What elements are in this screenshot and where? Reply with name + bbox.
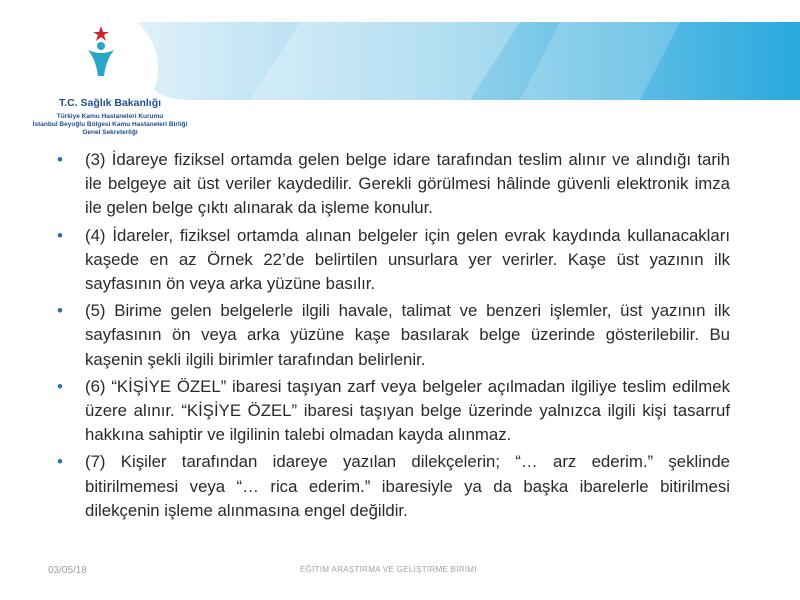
- footer-unit-name: EĞİTİM ARAŞTIRMA VE GELİŞTİRME BİRİMİ: [300, 565, 477, 574]
- bullet-item: • (7) Kişiler tarafından idareye yazılan dilekçelerin; “… arz ederim.” şeklinde bitirilmemesi veya “… rica ederim.” ibaresiyle ya da başka ibarelerle bitirilmesi dilekçenin işleme alınmasına engel değildir.: [57, 450, 730, 523]
- slide-content: [57, 148, 730, 526]
- header-band: [0, 0, 800, 136]
- org-line-3: Genel Sekreterliği: [82, 129, 138, 136]
- bullet-item: • (4) İdareler, fiziksel ortamda alınan belgeler için gelen evrak kaydında kullanacakları kaşede en az Örnek 22’de belirtilen unsurlara yer verirler. Kaşe üst yazının ilk sayfasının ön veya arka yüzüne basılır.: [57, 224, 730, 297]
- footer-date: 03/05/18: [48, 565, 87, 576]
- ministry-emblem-icon: [50, 20, 150, 95]
- org-line-1: Türkiye Kamu Hastaneleri Kurumu: [56, 113, 164, 120]
- ministry-name: T.C. Sağlık Bakanlığı: [58, 97, 162, 109]
- bullet-item: • (5) Birime gelen belgelerle ilgili havale, talimat ve benzeri işlemler, üst yazının ilk sayfasının ön veya arka yüzüne kaşe basılarak belge üzerinde gösterilebilir. Bu kaşenin şekli ilgili birimler tarafından belirlenir.: [57, 299, 730, 372]
- bullet-item: • (3) İdareye fiziksel ortamda gelen belge idare tarafından teslim alınır ve alındığı tarih ile belgeye ait üst veriler kaydedilir. Gerekli görülmesi hâlinde güvenli elektronik imza ile gelen belge çıktı alınarak da işleme konulur.: [57, 148, 730, 221]
- bullet-item: • (6) “KİŞİYE ÖZEL” ibaresi taşıyan zarf veya belgeler açılmadan ilgiliye teslim edilmek üzere alınır. “KİŞİYE ÖZEL” ibaresi taşıyan belge üzerinde yalnızca ilgili kişi tasarruf hakkına sahiptir ve ilgilinin talebi olmadan kayda alınmaz.: [57, 375, 730, 448]
- ministry-logo: [10, 20, 190, 140]
- org-line-2: İstanbul Beyoğlu Bölgesi Kamu Hastaneleri Birliği: [32, 121, 188, 128]
